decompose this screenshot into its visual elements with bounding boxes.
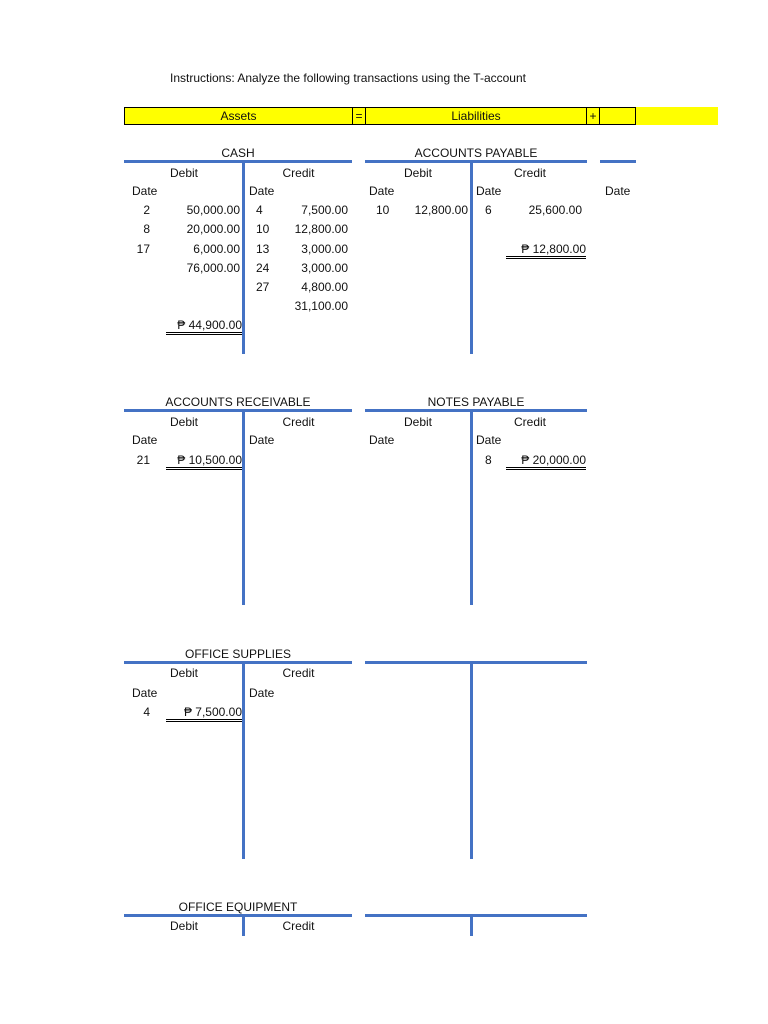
cash-balance: ₱ 44,900.00 [166, 318, 242, 335]
cash-top-bar [124, 160, 352, 163]
accounts-payable-title: ACCOUNTS PAYABLE [414, 146, 538, 160]
accounts-receivable-debit-date-header: Date [132, 433, 158, 447]
equals-sign: = [352, 107, 366, 125]
cash-debit-date: 2 [143, 203, 150, 217]
accounts-payable-debit-date-header: Date [369, 184, 395, 198]
cash-debit-date-header: Date [132, 184, 158, 198]
office-supplies-credit-date-header: Date [249, 686, 275, 700]
cash-debit-date: 8 [143, 222, 150, 236]
cash-credit-total: 31,100.00 [294, 299, 348, 313]
cash-credit-date: 24 [256, 261, 270, 275]
blank-t-account-top-bar [365, 661, 587, 664]
cash-debit-amount: 20,000.00 [186, 222, 240, 236]
cash-debit-header: Debit [169, 166, 198, 180]
accounts-payable-top-bar [365, 160, 587, 163]
cash-credit-amount: 7,500.00 [301, 203, 348, 217]
liabilities-header: Liabilities [365, 107, 587, 125]
office-equipment-debit-header: Debit [169, 919, 198, 933]
cash-credit-amount: 4,800.00 [301, 280, 348, 294]
notes-payable-divider [470, 409, 473, 605]
accounts-payable-debit-header: Debit [403, 166, 432, 180]
accounts-receivable-credit-header: Credit [282, 415, 315, 429]
accounts-payable-credit-date-header: Date [476, 184, 502, 198]
cash-debit-total: 76,000.00 [186, 261, 240, 275]
cash-credit-date: 4 [256, 203, 263, 217]
office-equipment-top-bar [124, 914, 352, 917]
cash-credit-amount: 3,000.00 [301, 242, 348, 256]
notes-payable-credit-amount: ₱ 20,000.00 [506, 453, 586, 470]
accounts-payable-credit-amount: 25,600.00 [528, 203, 582, 217]
accounts-receivable-debit-date: 21 [136, 453, 150, 467]
accounts-payable-credit-date: 6 [485, 203, 492, 217]
blank-t-account-divider [470, 661, 473, 859]
cash-divider [242, 160, 245, 354]
accounts-payable-debit-amount: 12,800.00 [414, 203, 468, 217]
cash-credit-date-header: Date [249, 184, 275, 198]
blank-t-account-2-divider [470, 914, 473, 936]
equity-top-bar [600, 160, 636, 163]
office-supplies-debit-amount: ₱ 7,500.00 [166, 705, 242, 722]
cash-credit-date: 27 [256, 280, 270, 294]
equity-header-cell [599, 107, 636, 125]
accounts-receivable-debit-header: Debit [169, 415, 198, 429]
accounts-payable-divider [470, 160, 473, 354]
accounts-receivable-debit-amount: ₱ 10,500.00 [166, 453, 242, 470]
accounts-payable-debit-date: 10 [376, 203, 390, 217]
instructions-text: Instructions: Analyze the following transactions using the T-account [170, 71, 526, 85]
notes-payable-title: NOTES PAYABLE [427, 395, 525, 409]
notes-payable-credit-header: Credit [513, 415, 546, 429]
office-supplies-debit-date: 4 [143, 705, 150, 719]
accounts-payable-balance: ₱ 12,800.00 [506, 242, 586, 259]
office-supplies-debit-date-header: Date [132, 686, 158, 700]
office-equipment-title: OFFICE EQUIPMENT [178, 900, 298, 914]
cash-debit-amount: 6,000.00 [193, 242, 240, 256]
cash-credit-date: 10 [256, 222, 270, 236]
office-supplies-title: OFFICE SUPPLIES [184, 647, 292, 661]
equity-header-fill [636, 107, 718, 125]
notes-payable-top-bar [365, 409, 587, 412]
accounts-receivable-divider [242, 409, 245, 605]
accounts-receivable-top-bar [124, 409, 352, 412]
office-equipment-credit-header: Credit [282, 919, 315, 933]
assets-header: Assets [124, 107, 353, 125]
notes-payable-debit-date-header: Date [369, 433, 395, 447]
office-supplies-credit-header: Credit [282, 666, 315, 680]
cash-debit-amount: 50,000.00 [186, 203, 240, 217]
accounts-receivable-title: ACCOUNTS RECEIVABLE [165, 395, 311, 409]
office-supplies-debit-header: Debit [169, 666, 198, 680]
notes-payable-credit-date-header: Date [476, 433, 502, 447]
cash-credit-amount: 12,800.00 [294, 222, 348, 236]
cash-credit-amount: 3,000.00 [301, 261, 348, 275]
cash-credit-date: 13 [256, 242, 270, 256]
cash-credit-header: Credit [282, 166, 315, 180]
cash-debit-date: 17 [136, 242, 150, 256]
plus-sign: + [586, 107, 600, 125]
office-supplies-divider [242, 661, 245, 859]
blank-t-account-2-top-bar [365, 914, 587, 917]
office-supplies-top-bar [124, 661, 352, 664]
accounts-payable-credit-header: Credit [513, 166, 546, 180]
equity-date-header: Date [605, 184, 631, 198]
cash-title: CASH [221, 146, 255, 160]
accounts-receivable-credit-date-header: Date [249, 433, 275, 447]
notes-payable-debit-header: Debit [403, 415, 432, 429]
notes-payable-credit-date: 8 [485, 453, 492, 467]
